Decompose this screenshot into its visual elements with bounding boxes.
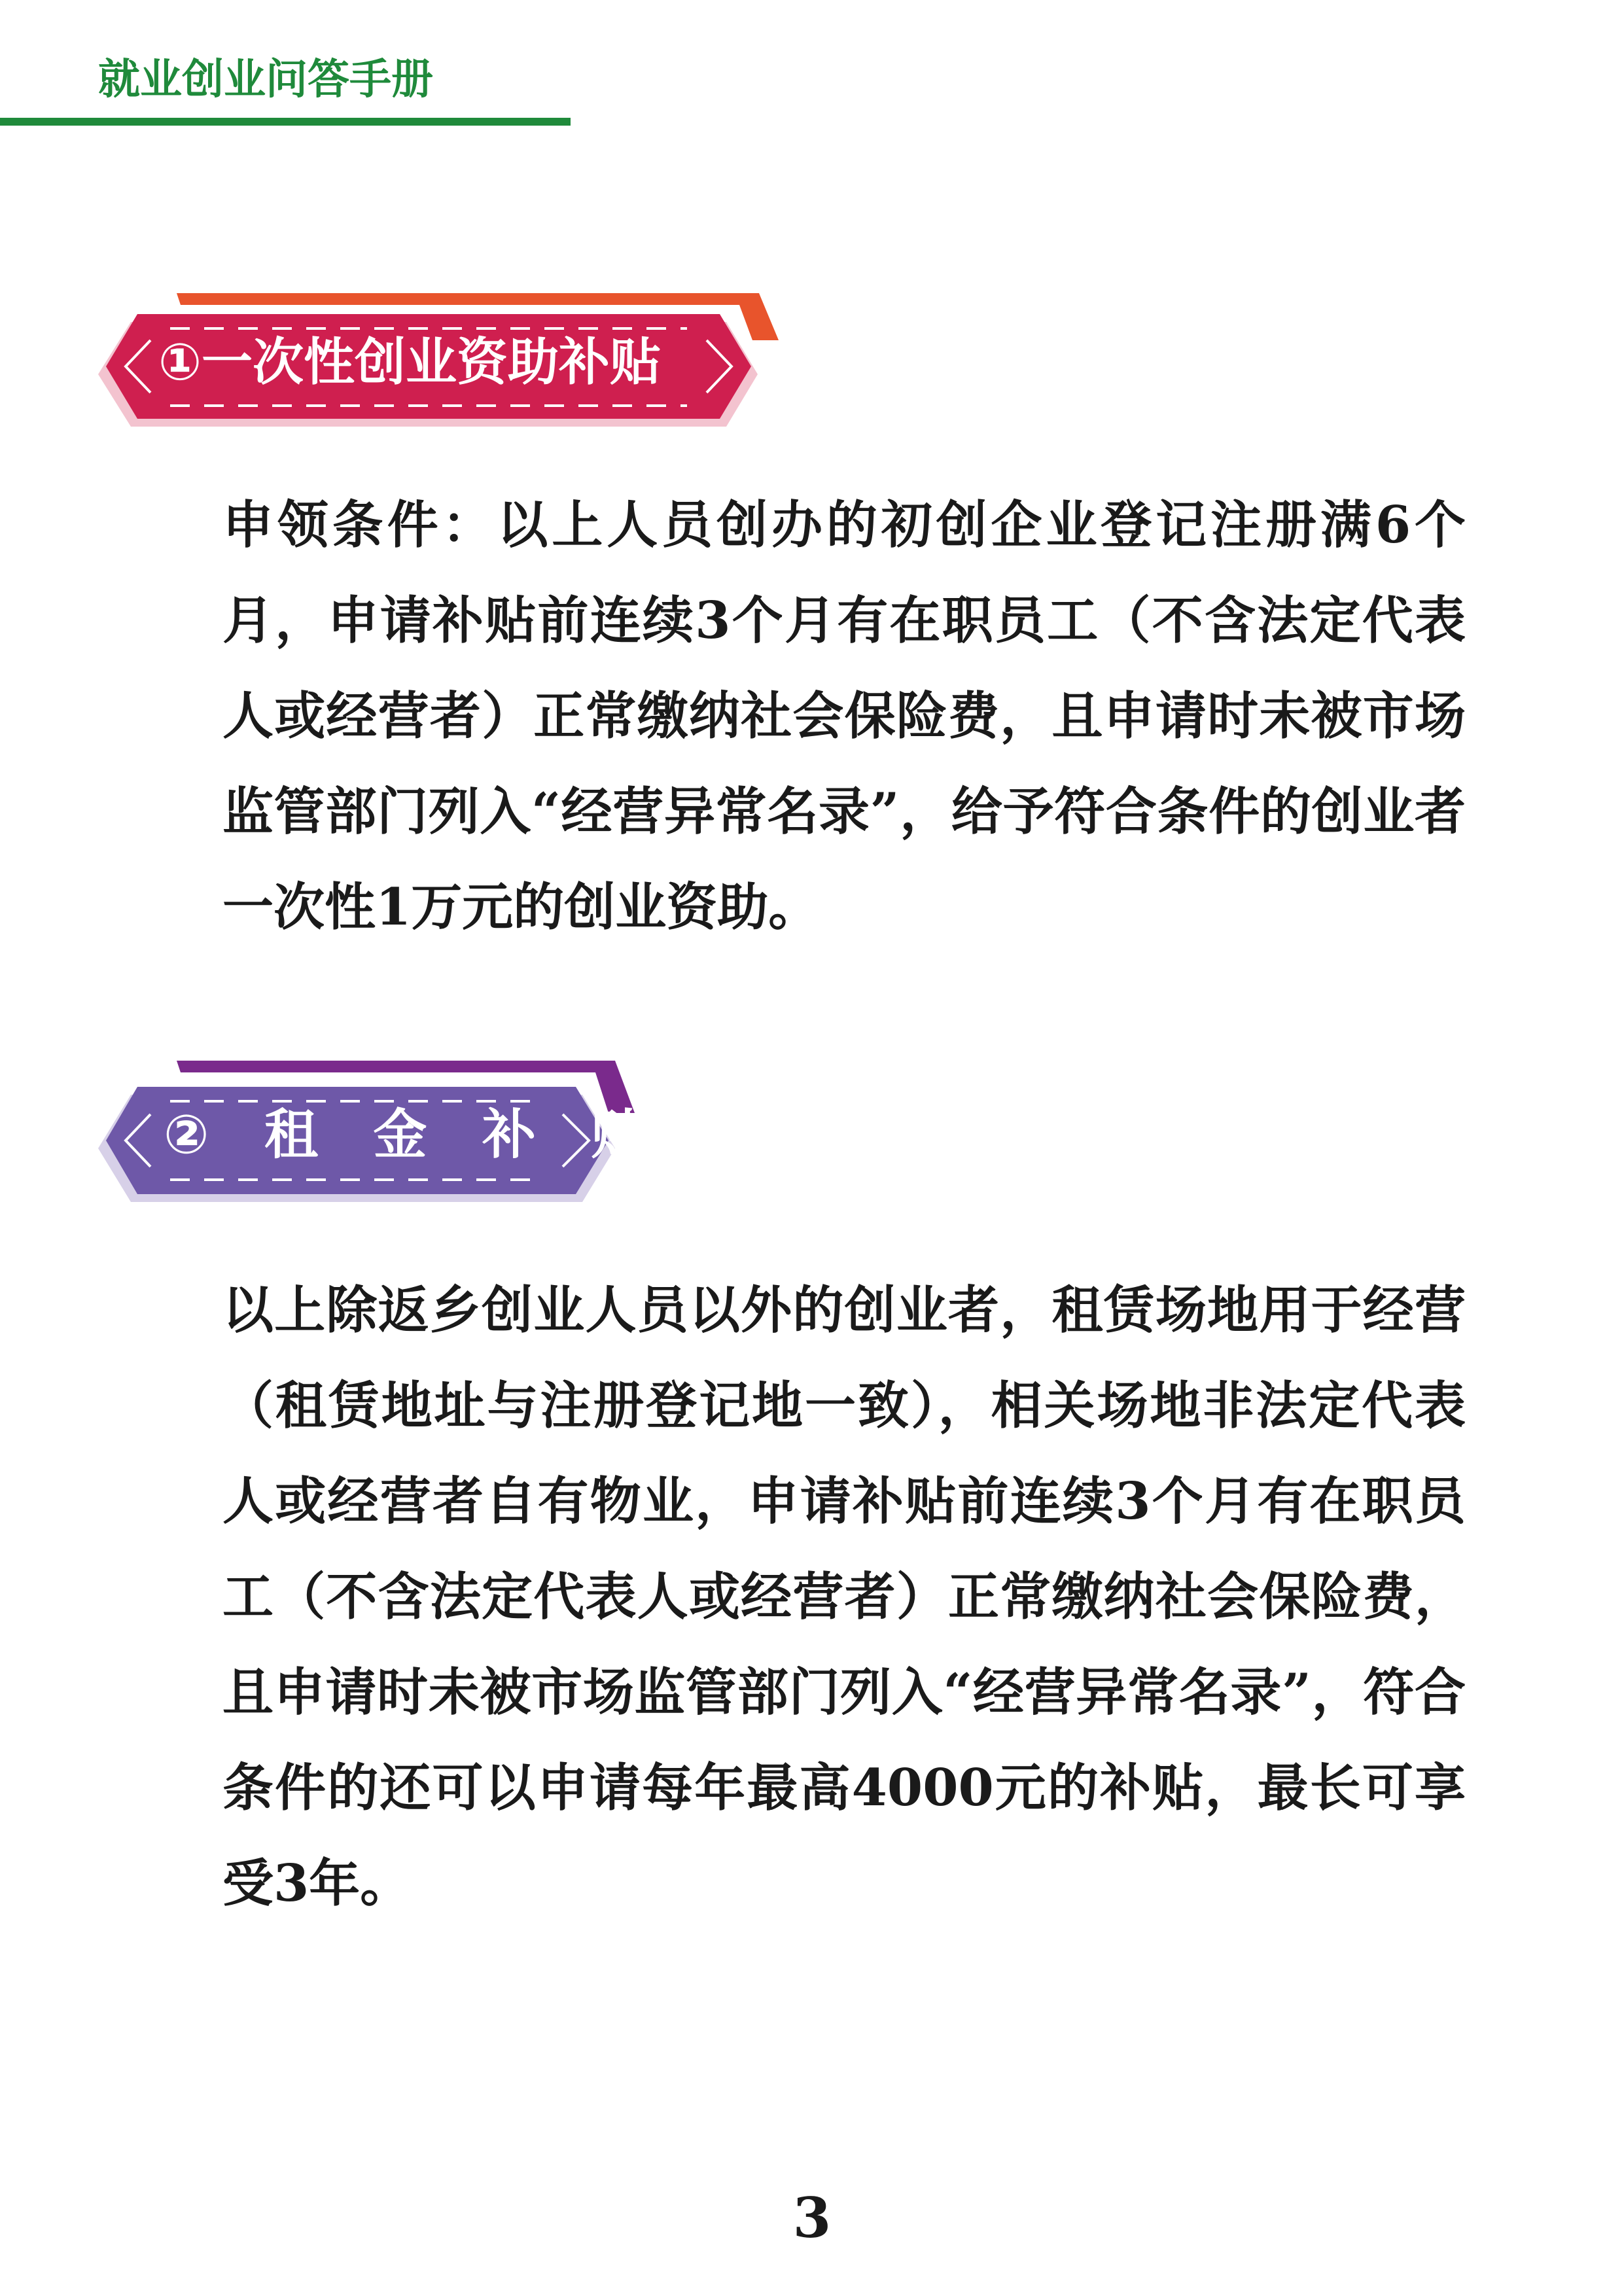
section-2-heading-banner <box>98 1050 663 1207</box>
header-divider <box>0 118 571 126</box>
handbook-title: 就业创业问答手册 <box>98 56 433 104</box>
section-1-heading-banner <box>98 288 779 432</box>
section-1-paragraph: 申领条件：以上人员创办的初创企业登记注册满6个月，申请补贴前连续3个月有在职员工（不含法定代表人或经营者）正常缴纳社会保险费，且申请时未被市场监管部门列入“经营异常名录”，给予符合条件的创业者一次性1万元的创业资助。 <box>222 495 1466 937</box>
section-1-heading: ①一次性创业资助补贴 <box>158 333 662 392</box>
section-2-heading: ② 租 金 补 贴 <box>164 1104 663 1166</box>
page-number: 3 <box>792 2185 832 2250</box>
section-2-paragraph: 以上除返乡创业人员以外的创业者，租赁场地用于经营（租赁地址与注册登记地一致），相关场地非法定代表人或经营者自有物业，申请补贴前连续3个月有在职员工（不含法定代表人或经营者）正常缴纳社会保险费，且申请时未被市场监管部门列入“经营异常名录”，符合条件的还可以申请每年最高4000元的补贴，最长可享受3年。 <box>222 1280 1466 1913</box>
